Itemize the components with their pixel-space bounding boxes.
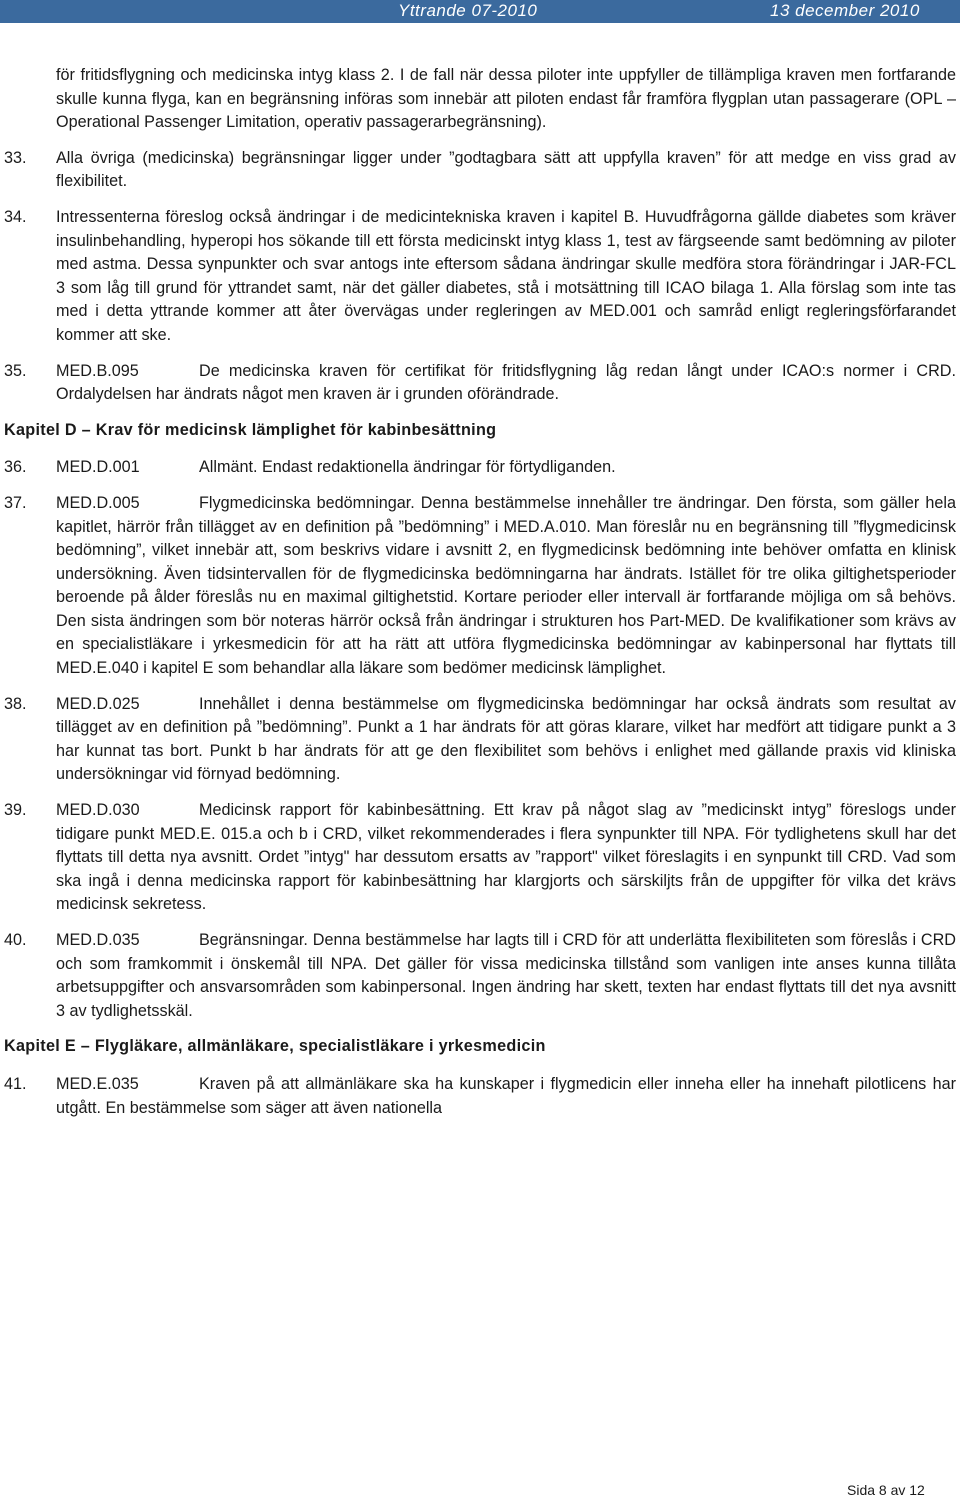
- paragraph-number: 35.: [4, 361, 27, 380]
- paragraph-text: Begränsningar. Denna bestämmelse har lagts till i CRD för att underlätta flexibiliteten som föreslås i CRD och som framkommit i önskemål till NPA. Det gäller för vissa medicinska tillstånd som vanligen inte anses kunna tillåta arbetsuppgifter och ansvarsområden som kabinpersonal. Ingen ändring har skett, texten har endast flyttats till det nya avsnitt 3 av tydlighetsskäl.: [56, 931, 956, 1020]
- numbered-paragraph: [4, 929, 956, 1023]
- numbered-paragraph: [4, 360, 956, 407]
- numbered-paragraph: [4, 492, 956, 681]
- paragraph-text: Flygmedicinska bedömningar. Denna bestämmelse innehåller tre ändringar. Den första, som gäller hela kapitlet, härrör från tillägget av en definition på ”bedömning” i MED.A.010. Man föreslår nu en begränsning till ”flygmedicinsk bedömning”, vilket innebär att, som beskrivs vidare i avsnitt 2, en flygmedicinsk bedömning inte behöver omfatta en klinisk undersökning. Även tidsintervallen för de flygmedicinska bedömningarna har ändrats. Istället för tre olika giltighetsperioder beroende på ålder föreslås nu en maximal giltighetstid. Kortare perioder eller intervall är fortfarande möjliga om så behövs. Den sista ändringen som bör noteras härrör också från ändringar i strukturen hos Part-MED. De kvalifikationer som krävs av en specialistläkare i yrkesmedicin för att ha rätt att utföra flygmedicinska bedömningar av kabinpersonal har flyttats till MED.E.040 i kapitel E som behandlar alla läkare som bedömer medicinsk lämplighet.: [56, 493, 956, 678]
- rule-reference: MED.D.025: [56, 694, 140, 713]
- rule-reference: MED.D.035: [56, 931, 140, 949]
- paragraph-text: Intressenterna föreslog också ändringar i de medicintekniska kraven i kapitel B. Huvudfrågorna gällde diabetes som kräver insulinbehandling, hyperopi hos sökande till ett första medicinskt intyg klass 1, test av färgseende samt bedömning av piloter med astma. Dessa synpunkter och svar antogs inte eftersom sådana ändringar skulle medföra stora förändringar i JAR-FCL 3 som låg till grund för yttrandet samt, när det gäller diabetes, stå i motsättning till ICAO bilaga 1. Alla förslag som inte tas med i detta yttrande kommer att åter övervägas under regleringen av MED.001 och samråd enligt regleringsförfarandet kommer att ske.: [56, 207, 956, 344]
- paragraph-number: 39.: [4, 801, 27, 820]
- paragraph-group-b: [0, 147, 960, 407]
- paragraph-text: Allmänt. Endast redaktionella ändringar för förtydliganden.: [199, 458, 616, 477]
- paragraph-number: 41.: [4, 1074, 27, 1093]
- rule-reference: MED.D.001: [56, 458, 140, 477]
- page-number: Sida 8 av 12: [847, 1482, 925, 1498]
- paragraph-number: 36.: [4, 458, 27, 477]
- rule-reference: MED.D.005: [56, 493, 140, 512]
- heading-chapter-d: Kapitel D – Krav för medicinsk lämplighet för kabinbesättning: [4, 420, 497, 439]
- rule-reference: MED.D.030: [56, 801, 140, 820]
- rule-reference: MED.E.035: [56, 1074, 139, 1093]
- paragraph-number: 40.: [4, 931, 27, 949]
- paragraph-text: Medicinsk rapport för kabinbesättning. Ett krav på något slag av ”medicinskt intyg” föreslogs under tidigare punkt MED.E. 015.a och b i CRD, vilket rekommenderades i flera synpunkter till NPA. För tydlighetens skull har det flyttats till detta nya avsnitt. Ordet ”intyg" har dessutom ersatts av ”rapport" vilket föreslagits i en synpunkt till CRD. Vad som ska ingå i denna medicinska rapport för kabinbesättning har klargjorts och särskiljts från de uppgifter för vilka det krävs medicinsk sekretess.: [56, 801, 956, 914]
- document-body: [0, 64, 960, 1132]
- intro-paragraph: för fritidsflygning och medicinska intyg klass 2. I de fall när dessa piloter inte uppfyller de tillämpliga kraven men fortfarande skulle kunna flyga, kan en begränsning införas som innebär att piloten endast får framföra flygplan utan passagerare (OPL – Operational Passenger Limitation, operativ passagerarbegränsning).: [56, 66, 956, 132]
- paragraph-number: 34.: [4, 207, 27, 226]
- paragraph-text: Innehållet i denna bestämmelse om flygmedicinska bedömningar har också ändrats som resultat av tillägget av en definition på ”bedömning”. Punkt a 1 har ändrats för att göras klarare, vilket har medfört att tidigare punkt a 3 har kunnat tas bort. Punkt b har ändrats för att ge den flexibilitet som behövs i enlighet med gällande praxis vid kliniska undersökningar vid förnyad bedömning.: [56, 694, 956, 784]
- paragraph-text: Alla övriga (medicinska) begränsningar ligger under ”godtagbara sätt att uppfylla kraven” för att medge en viss grad av flexibilitet.: [56, 148, 956, 191]
- rule-reference: MED.B.095: [56, 361, 139, 380]
- numbered-paragraph: [4, 693, 956, 787]
- numbered-paragraph: [4, 456, 956, 480]
- numbered-paragraph: [4, 206, 956, 348]
- paragraph-group-e: [0, 1073, 960, 1120]
- paragraph-group-d: [0, 456, 960, 1023]
- page-header: [0, 0, 960, 23]
- header-document-title: Yttrande 07-2010: [398, 1, 538, 20]
- numbered-paragraph: [4, 799, 956, 917]
- header-date: 13 december 2010: [770, 1, 920, 20]
- paragraph-text: De medicinska kraven för certifikat för fritidsflygning låg redan långt under ICAO:s normer i CRD. Ordalydelsen har ändrats något men kraven är i grunden oförändrade.: [56, 361, 956, 404]
- paragraph-number: 38.: [4, 694, 27, 713]
- paragraph-number: 33.: [4, 148, 27, 167]
- paragraph-text: Kraven på att allmänläkare ska ha kunskaper i flygmedicin eller inneha eller ha innehaft pilotlicens har utgått. En bestämmelse som säger att även nationella: [56, 1074, 956, 1117]
- paragraph-number: 37.: [4, 493, 27, 512]
- numbered-paragraph: [4, 1073, 956, 1120]
- numbered-paragraph: [4, 147, 956, 194]
- heading-chapter-e: Kapitel E – Flygläkare, allmänläkare, specialistläkare i yrkesmedicin: [4, 1037, 546, 1056]
